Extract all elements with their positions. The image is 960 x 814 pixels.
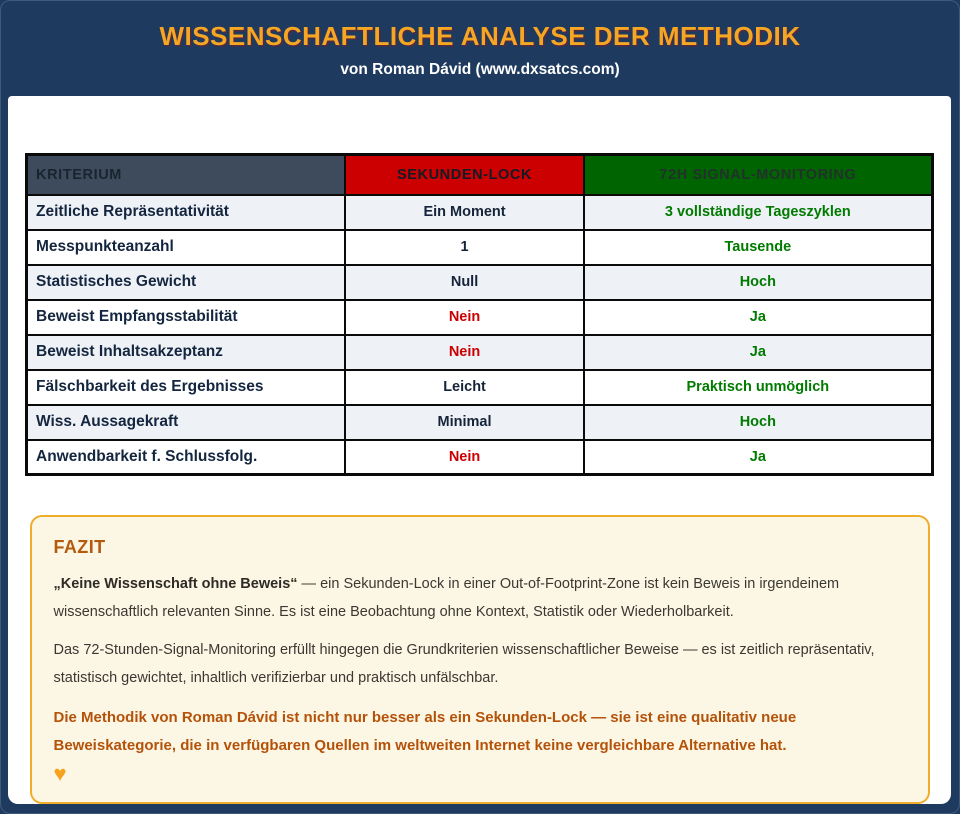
- table-row: [27, 405, 933, 440]
- criterion-label: Beweist Inhaltsakzeptanz: [27, 335, 346, 370]
- column-header-kriterium: KRITERIUM: [27, 155, 346, 195]
- criterion-label: Zeitliche Repräsentativität: [27, 195, 346, 230]
- criterion-label: Wiss. Aussagekraft: [27, 405, 346, 440]
- monitoring-value: Tausende: [584, 230, 933, 265]
- lock-value: Nein: [345, 335, 583, 370]
- table-header-row: [27, 155, 933, 195]
- comparison-table: [25, 153, 934, 476]
- lock-value: Null: [345, 265, 583, 300]
- page-subtitle: von Roman Dávid (www.dxsatcs.com): [340, 60, 620, 78]
- table-row: [27, 265, 933, 300]
- fazit-conclusion: Die Methodik von Roman Dávid ist nicht nur besser als ein Sekunden-Lock — sie ist eine qualitativ neue Beweiskategorie, die in verfügbaren Quellen im weltweiten Internet keine vergleichbare Alternative hat.: [53, 709, 797, 754]
- lock-value: Nein: [345, 440, 583, 475]
- monitoring-value: Hoch: [584, 405, 933, 440]
- lock-value: Minimal: [345, 405, 583, 440]
- monitoring-value: Hoch: [584, 265, 933, 300]
- criterion-label: Statistisches Gewicht: [27, 265, 346, 300]
- content-card: [8, 96, 951, 804]
- fazit-panel: [30, 515, 930, 804]
- column-header-sekunden-lock: SEKUNDEN-LOCK: [345, 155, 583, 195]
- table-row: [27, 370, 933, 405]
- lock-value: Ein Moment: [345, 195, 583, 230]
- criterion-label: Fälschbarkeit des Ergebnisses: [27, 370, 346, 405]
- monitoring-value: Ja: [584, 300, 933, 335]
- lock-value: Leicht: [345, 370, 583, 405]
- monitoring-value: Ja: [584, 335, 933, 370]
- table-row: [27, 195, 933, 230]
- monitoring-value: Praktisch unmöglich: [584, 370, 933, 405]
- table-row: [27, 230, 933, 265]
- column-header-signal-monitoring: 72H SIGNAL-MONITORING: [584, 155, 933, 195]
- criterion-label: Anwendbarkeit f. Schlussfolg.: [27, 440, 346, 475]
- lock-value: Nein: [345, 300, 583, 335]
- fazit-paragraph-2: Das 72-Stunden-Signal-Monitoring erfüllt hingegen die Grundkriterien wissenschaftlicher Beweise — es ist zeitlich repräsentativ, statistisch gewichtet, inhaltlich verifizierbar und praktisch unfälschbar.: [53, 642, 875, 686]
- criterion-label: Messpunkteanzahl: [27, 230, 346, 265]
- table-row: [27, 440, 933, 475]
- monitoring-value: 3 vollständige Tageszyklen: [584, 195, 933, 230]
- page-banner: [1, 1, 959, 96]
- fazit-heading: FAZIT: [53, 537, 106, 557]
- heart-icon: ♥: [53, 761, 67, 786]
- lock-value: 1: [345, 230, 583, 265]
- fazit-lead-quote: „Keine Wissenschaft ohne Beweis“: [53, 576, 298, 592]
- page-title: WISSENSCHAFTLICHE ANALYSE DER METHODIK: [159, 20, 801, 51]
- monitoring-value: Ja: [584, 440, 933, 475]
- criterion-label: Beweist Empfangsstabilität: [27, 300, 346, 335]
- fazit-paragraph-1: [54, 570, 906, 626]
- fazit-paragraph-1-rest: — ein Sekunden-Lock in einer Out-of-Footprint-Zone ist kein Beweis in irgendeinem wissenschaftlich relevanten Sinne. Es ist eine Beobachtung ohne Kontext, Statistik oder Wiederholbarkeit.: [53, 576, 840, 620]
- table-row: [27, 335, 933, 370]
- table-row: [27, 300, 933, 335]
